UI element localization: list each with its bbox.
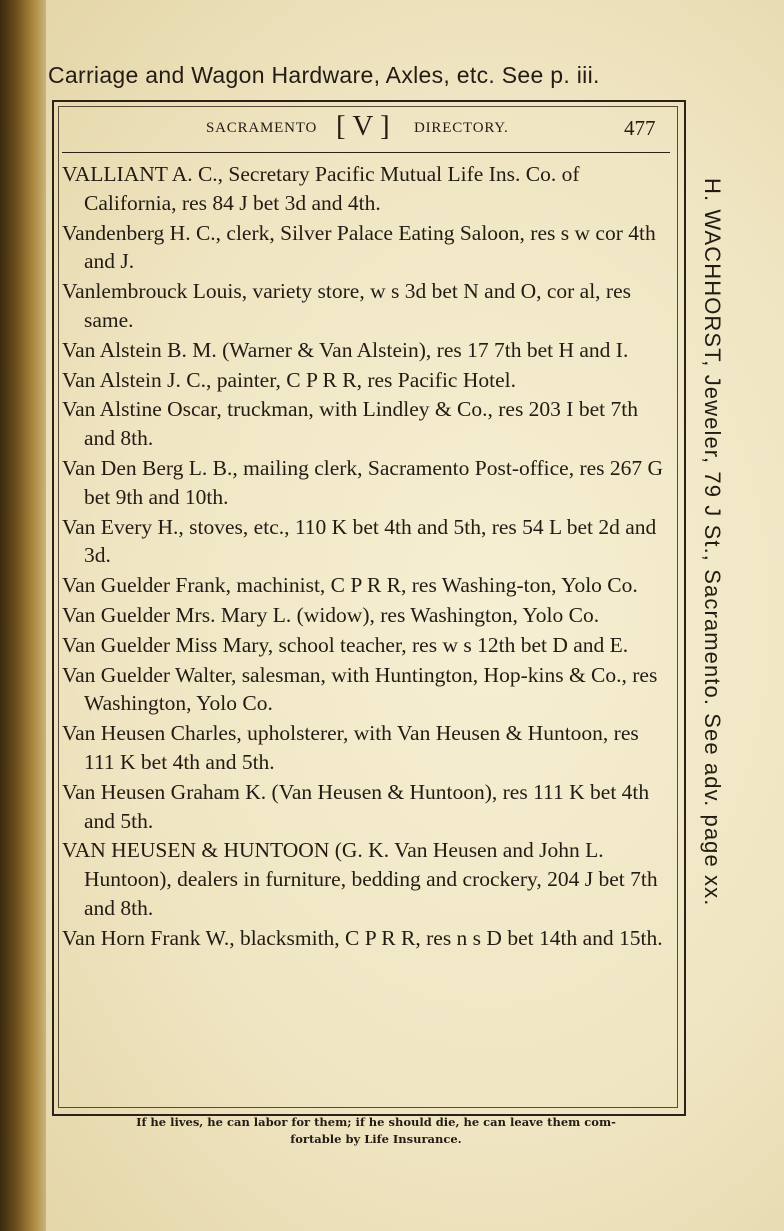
running-header <box>64 112 672 146</box>
page-number: 477 <box>624 116 656 140</box>
top-advertisement: Carriage and Wagon Hardware, Axles, etc. See p. iii. <box>48 62 600 88</box>
directory-entry: Van Every H., stoves, etc., 110 K bet 4th and 5th, res 54 L bet 2d and 3d. <box>62 514 657 568</box>
directory-entry: Van Guelder Mrs. Mary L. (widow), res Washington, Yolo Co. <box>62 602 600 627</box>
directory-entry: VAN HEUSEN & HUNTOON (G. K. Van Heusen and John L. Huntoon), dealers in furniture, bedding and crockery, 204 J bet 7th and 8th. <box>62 838 658 920</box>
book-binding <box>0 0 46 1231</box>
directory-entry: Van Guelder Miss Mary, school teacher, res w s 12th bet D and E. <box>62 632 629 657</box>
directory-entry: Van Alstine Oscar, truckman, with Lindley & Co., res 203 I bet 7th and 8th. <box>62 397 638 451</box>
header-directory: DIRECTORY. <box>414 120 509 136</box>
directory-entry: Van Den Berg L. B., mailing clerk, Sacramento Post-office, res 267 G bet 9th and 10th. <box>62 455 664 509</box>
header-city: SACRAMENTO <box>206 120 318 136</box>
directory-entry: Vanlembrouck Louis, variety store, w s 3d bet N and O, cor al, res same. <box>62 279 632 332</box>
directory-entry: Van Heusen Charles, upholsterer, with Van Heusen & Huntoon, res 111 K bet 4th and 5th. <box>62 721 639 774</box>
header-letter: [ V ] <box>336 110 390 142</box>
directory-entry: Van Guelder Walter, salesman, with Huntington, Hop-kins & Co., res Washington, Yolo Co. <box>62 662 658 716</box>
side-advertisement-text: H. WACHHORST, Jeweler, 79 J St., Sacramento. See adv. page xx. <box>700 178 725 907</box>
footer-line-2: fortable by Life Insurance. <box>290 1132 462 1146</box>
directory-entry: Van Alstein J. C., painter, C P R R, res Pacific Hotel. <box>62 367 516 392</box>
directory-entry: Van Heusen Graham K. (Van Heusen & Huntoon), res 111 K bet 4th and 5th. <box>62 779 650 833</box>
directory-entries <box>62 160 666 954</box>
side-advertisement <box>692 178 728 1058</box>
directory-entry: Van Alstein B. M. (Warner & Van Alstein), res 17 7th bet H and I. <box>62 337 629 362</box>
directory-entry: Vandenberg H. C., clerk, Silver Palace Eating Saloon, res s w cor 4th and J. <box>62 220 656 274</box>
footer-motto <box>46 1114 706 1148</box>
directory-entry: Van Guelder Frank, machinist, C P R R, res Washing-ton, Yolo Co. <box>62 573 638 598</box>
directory-entry: Van Horn Frank W., blacksmith, C P R R, res n s D bet 14th and 15th. <box>62 925 663 950</box>
directory-entry: VALLIANT A. C., Secretary Pacific Mutual Life Ins. Co. of California, res 84 J bet 3d and 4th. <box>62 162 580 215</box>
header-rule <box>62 152 670 153</box>
footer-line-1: If he lives, he can labor for them; if he should die, he can leave them com- <box>136 1115 616 1129</box>
